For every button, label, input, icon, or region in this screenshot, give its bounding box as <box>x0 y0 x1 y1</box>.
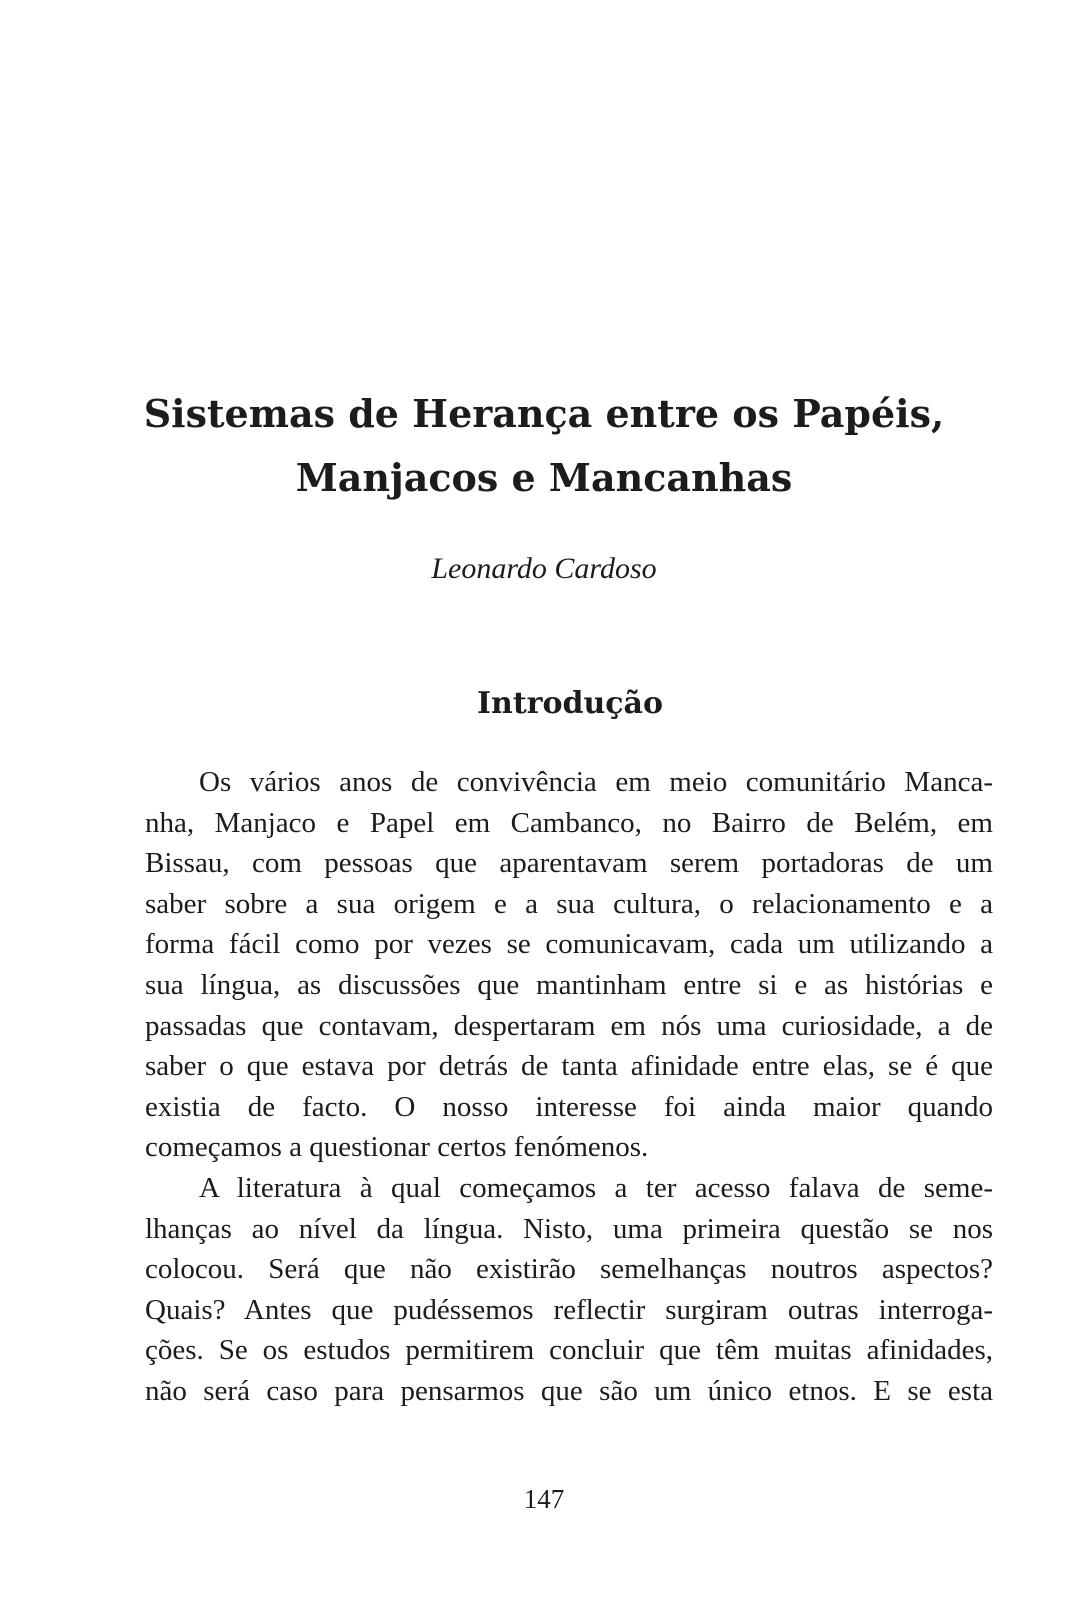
body-text <box>145 762 993 1412</box>
body-line: começamos a questionar certos fenómenos. <box>145 1131 649 1164</box>
body-line: saber sobre a sua origem e a sua cultura, o relacionamento e a <box>145 887 993 920</box>
chapter-title <box>0 382 1088 510</box>
body-line: Os vários anos de convivência em meio comunitário Manca- <box>199 766 993 798</box>
section-heading: Introdução <box>476 686 664 721</box>
body-line: não será caso para pensarmos que são um único etnos. E se esta <box>145 1374 993 1407</box>
body-line: A literatura à qual começamos a ter acesso falava de seme- <box>199 1171 993 1204</box>
author-name: Leonardo Cardoso <box>431 552 657 585</box>
body-line: forma fácil como por vezes se comunicavam, cada um utilizando a <box>145 928 993 961</box>
body-line: Bissau, com pessoas que aparentavam serem portadoras de um <box>145 847 993 880</box>
body-line: lhanças ao nível da língua. Nisto, uma primeira questão se nos <box>145 1212 993 1245</box>
body-line: passadas que contavam, despertaram em nós uma curiosidade, a de <box>145 1009 993 1042</box>
chapter-title-line-2: Manjacos e Mancanhas <box>295 455 793 500</box>
body-line: sua língua, as discussões que mantinham entre si e as histórias e <box>145 968 993 1001</box>
body-line: Quais? Antes que pudéssemos reflectir surgiram outras interroga- <box>145 1293 993 1326</box>
body-line: ções. Se os estudos permitirem concluir que têm muitas afinidades, <box>145 1334 993 1367</box>
chapter-title-line-1: Sistemas de Herança entre os Papéis, <box>143 391 945 436</box>
body-line: nha, Manjaco e Papel em Cambanco, no Bairro de Belém, em <box>145 806 993 839</box>
body-line: colocou. Será que não existirão semelhanças noutros aspectos? <box>145 1253 993 1286</box>
page-number: 147 <box>523 1484 565 1514</box>
body-line: saber o que estava por detrás de tanta afinidade entre elas, se é que <box>145 1050 993 1083</box>
body-line: existia de facto. O nosso interesse foi ainda maior quando <box>145 1090 993 1123</box>
